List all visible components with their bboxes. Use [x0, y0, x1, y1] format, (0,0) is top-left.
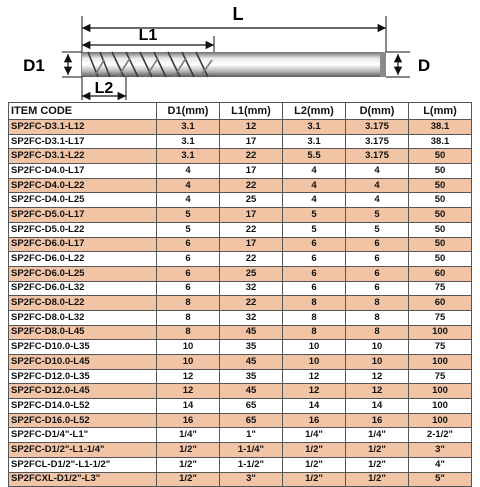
- l2-cell: 12: [283, 369, 346, 384]
- l-cell: 60: [409, 266, 472, 281]
- table-body: [9, 120, 472, 487]
- d1-cell: 6: [157, 281, 220, 296]
- item-code-cell: SP2FC-D4.0-L17: [9, 164, 157, 179]
- item-code-cell: SP2FC-D3.1-L17: [9, 134, 157, 149]
- d1-cell: 12: [157, 369, 220, 384]
- l-cell: 50: [409, 208, 472, 223]
- l-cell: 100: [409, 355, 472, 370]
- l-cell: 75: [409, 369, 472, 384]
- l2-cell: 6: [283, 252, 346, 267]
- d-cell: 1/2": [346, 443, 409, 458]
- d1-cell: 3.1: [157, 120, 220, 135]
- l1-cell: 35: [220, 369, 283, 384]
- d1-cell: 10: [157, 355, 220, 370]
- d-cell: 14: [346, 399, 409, 414]
- d-cell: 1/4": [346, 428, 409, 443]
- l1-cell: 22: [220, 222, 283, 237]
- item-code-cell: SP2FC-D8.0-L32: [9, 310, 157, 325]
- label-D1: D1: [23, 56, 45, 75]
- l-cell: 50: [409, 237, 472, 252]
- l2-cell: 8: [283, 310, 346, 325]
- d-cell: 6: [346, 281, 409, 296]
- l1-cell: 1-1/2": [220, 457, 283, 472]
- d1-cell: 14: [157, 399, 220, 414]
- item-code-cell: SP2FC-D3.1-L22: [9, 149, 157, 164]
- l-cell: 100: [409, 413, 472, 428]
- d1-cell: 4: [157, 178, 220, 193]
- l-cell: 38.1: [409, 120, 472, 135]
- item-code-cell: SP2FC-D6.0-L32: [9, 281, 157, 296]
- d-cell: 4: [346, 164, 409, 179]
- l2-cell: 6: [283, 266, 346, 281]
- d-cell: 12: [346, 369, 409, 384]
- l1-cell: 22: [220, 178, 283, 193]
- l1-cell: 45: [220, 355, 283, 370]
- table-row: [9, 252, 472, 267]
- l2-cell: 6: [283, 281, 346, 296]
- label-L2: L2: [94, 80, 114, 97]
- l1-cell: 22: [220, 296, 283, 311]
- table-row: [9, 149, 472, 164]
- l1-cell: 1-1/4": [220, 443, 283, 458]
- d1-cell: 10: [157, 340, 220, 355]
- label-L: L: [232, 4, 244, 24]
- d1-cell: 1/2": [157, 457, 220, 472]
- d-cell: 1/2": [346, 472, 409, 487]
- l2-cell: 5: [283, 222, 346, 237]
- l1-cell: 22: [220, 252, 283, 267]
- table-row: [9, 120, 472, 135]
- l2-cell: 8: [283, 296, 346, 311]
- header-d: D(mm): [346, 103, 409, 120]
- header-l: L(mm): [409, 103, 472, 120]
- item-code-cell: SP2FC-D4.0-L22: [9, 178, 157, 193]
- d1-cell: 1/2": [157, 472, 220, 487]
- l1-cell: 22: [220, 149, 283, 164]
- item-code-cell: SP2FCL-D1/2"-L1-1/2": [9, 457, 157, 472]
- item-code-cell: SP2FCXL-D1/2"-L3": [9, 472, 157, 487]
- l-cell: 50: [409, 164, 472, 179]
- l2-cell: 1/4": [283, 428, 346, 443]
- d1-cell: 8: [157, 310, 220, 325]
- l2-cell: 1/2": [283, 457, 346, 472]
- shank: [216, 52, 386, 77]
- l1-cell: 32: [220, 281, 283, 296]
- d-cell: 5: [346, 208, 409, 223]
- table-row: [9, 222, 472, 237]
- d-cell: 4: [346, 193, 409, 208]
- l2-cell: 5.5: [283, 149, 346, 164]
- d-cell: 4: [346, 178, 409, 193]
- item-code-cell: SP2FC-D10.0-L35: [9, 340, 157, 355]
- table-row: [9, 355, 472, 370]
- l-cell: 50: [409, 178, 472, 193]
- l-cell: 50: [409, 193, 472, 208]
- table-row: [9, 193, 472, 208]
- end-mill-dimension-diagram: [0, 0, 480, 102]
- label-L1: L1: [138, 27, 158, 44]
- l2-cell: 3.1: [283, 120, 346, 135]
- l-cell: 2-1/2": [409, 428, 472, 443]
- item-code-cell: SP2FC-D5.0-L17: [9, 208, 157, 223]
- l2-cell: 10: [283, 355, 346, 370]
- item-code-cell: SP2FC-D16.0-L52: [9, 413, 157, 428]
- table-row: [9, 428, 472, 443]
- l-cell: 100: [409, 384, 472, 399]
- l1-cell: 17: [220, 164, 283, 179]
- d-cell: 6: [346, 252, 409, 267]
- l1-cell: 65: [220, 413, 283, 428]
- l-cell: 38.1: [409, 134, 472, 149]
- l1-cell: 65: [220, 399, 283, 414]
- l1-cell: 17: [220, 134, 283, 149]
- l-cell: 75: [409, 340, 472, 355]
- d-cell: 10: [346, 340, 409, 355]
- l2-cell: 5: [283, 208, 346, 223]
- l2-cell: 6: [283, 237, 346, 252]
- l1-cell: 32: [220, 310, 283, 325]
- item-code-cell: SP2FC-D6.0-L17: [9, 237, 157, 252]
- l2-cell: 1/2": [283, 472, 346, 487]
- header-d1: D1(mm): [157, 103, 220, 120]
- d-cell: 8: [346, 310, 409, 325]
- l-cell: 50: [409, 222, 472, 237]
- d1-cell: 4: [157, 164, 220, 179]
- d1-cell: 6: [157, 266, 220, 281]
- d-cell: 1/2": [346, 457, 409, 472]
- item-code-cell: SP2FC-D1/4"-L1": [9, 428, 157, 443]
- header-l1: L1(mm): [220, 103, 283, 120]
- l-cell: 100: [409, 399, 472, 414]
- item-code-cell: SP2FC-D4.0-L25: [9, 193, 157, 208]
- item-code-cell: SP2FC-D1/2"-L1-1/4": [9, 443, 157, 458]
- l-cell: 60: [409, 296, 472, 311]
- item-code-cell: SP2FC-D8.0-L45: [9, 325, 157, 340]
- l2-cell: 4: [283, 178, 346, 193]
- table-row: [9, 399, 472, 414]
- d1-cell: 16: [157, 413, 220, 428]
- item-code-cell: SP2FC-D8.0-L22: [9, 296, 157, 311]
- l1-cell: 45: [220, 384, 283, 399]
- table-row: [9, 134, 472, 149]
- l1-cell: 17: [220, 237, 283, 252]
- d-cell: 8: [346, 296, 409, 311]
- label-D: D: [417, 56, 431, 75]
- l-cell: 3": [409, 443, 472, 458]
- table-row: [9, 208, 472, 223]
- header-l2: L2(mm): [283, 103, 346, 120]
- l-cell: 100: [409, 325, 472, 340]
- item-code-cell: SP2FC-D6.0-L22: [9, 252, 157, 267]
- d1-cell: 12: [157, 384, 220, 399]
- table-row: [9, 296, 472, 311]
- l1-cell: 17: [220, 208, 283, 223]
- l1-cell: 25: [220, 193, 283, 208]
- l-cell: 75: [409, 310, 472, 325]
- l2-cell: 12: [283, 384, 346, 399]
- d1-cell: 3.1: [157, 134, 220, 149]
- table-header-row: [9, 103, 472, 120]
- d1-cell: 1/4": [157, 428, 220, 443]
- l1-cell: 45: [220, 325, 283, 340]
- d-cell: 3.175: [346, 134, 409, 149]
- l-cell: 5": [409, 472, 472, 487]
- l-cell: 4": [409, 457, 472, 472]
- l1-cell: 12: [220, 120, 283, 135]
- d1-cell: 5: [157, 222, 220, 237]
- d-cell: 3.175: [346, 149, 409, 164]
- l2-cell: 14: [283, 399, 346, 414]
- d-cell: 12: [346, 384, 409, 399]
- table-row: [9, 325, 472, 340]
- d-cell: 16: [346, 413, 409, 428]
- l1-cell: 25: [220, 266, 283, 281]
- d1-cell: 1/2": [157, 443, 220, 458]
- d1-cell: 3.1: [157, 149, 220, 164]
- table-row: [9, 164, 472, 179]
- l2-cell: 10: [283, 340, 346, 355]
- table-row: [9, 340, 472, 355]
- d-cell: 8: [346, 325, 409, 340]
- table-row: [9, 413, 472, 428]
- d-cell: 6: [346, 266, 409, 281]
- d-cell: 6: [346, 237, 409, 252]
- l2-cell: 3.1: [283, 134, 346, 149]
- item-code-cell: SP2FC-D6.0-L25: [9, 266, 157, 281]
- l2-cell: 8: [283, 325, 346, 340]
- table-row: [9, 281, 472, 296]
- item-code-cell: SP2FC-D14.0-L52: [9, 399, 157, 414]
- l1-cell: 3": [220, 472, 283, 487]
- d1-cell: 8: [157, 296, 220, 311]
- shank-end: [380, 52, 386, 77]
- l2-cell: 4: [283, 193, 346, 208]
- table-row: [9, 384, 472, 399]
- d1-cell: 6: [157, 237, 220, 252]
- table-row: [9, 178, 472, 193]
- l2-cell: 16: [283, 413, 346, 428]
- table-row: [9, 472, 472, 487]
- item-code-cell: SP2FC-D12.0-L35: [9, 369, 157, 384]
- table-row: [9, 266, 472, 281]
- d-cell: 10: [346, 355, 409, 370]
- l1-cell: 35: [220, 340, 283, 355]
- d1-cell: 6: [157, 252, 220, 267]
- d-cell: 5: [346, 222, 409, 237]
- l-cell: 50: [409, 149, 472, 164]
- table-row: [9, 237, 472, 252]
- table-row: [9, 443, 472, 458]
- item-code-cell: SP2FC-D5.0-L22: [9, 222, 157, 237]
- table-row: [9, 457, 472, 472]
- d1-cell: 8: [157, 325, 220, 340]
- d1-cell: 5: [157, 208, 220, 223]
- l2-cell: 1/2": [283, 443, 346, 458]
- item-code-cell: SP2FC-D12.0-L45: [9, 384, 157, 399]
- l1-cell: 1": [220, 428, 283, 443]
- d1-cell: 4: [157, 193, 220, 208]
- spec-table: [8, 102, 472, 487]
- l-cell: 50: [409, 252, 472, 267]
- l2-cell: 4: [283, 164, 346, 179]
- d-cell: 3.175: [346, 120, 409, 135]
- table-row: [9, 369, 472, 384]
- l-cell: 75: [409, 281, 472, 296]
- header-item-code: ITEM CODE: [9, 103, 157, 120]
- item-code-cell: SP2FC-D10.0-L45: [9, 355, 157, 370]
- table-row: [9, 310, 472, 325]
- item-code-cell: SP2FC-D3.1-L12: [9, 120, 157, 135]
